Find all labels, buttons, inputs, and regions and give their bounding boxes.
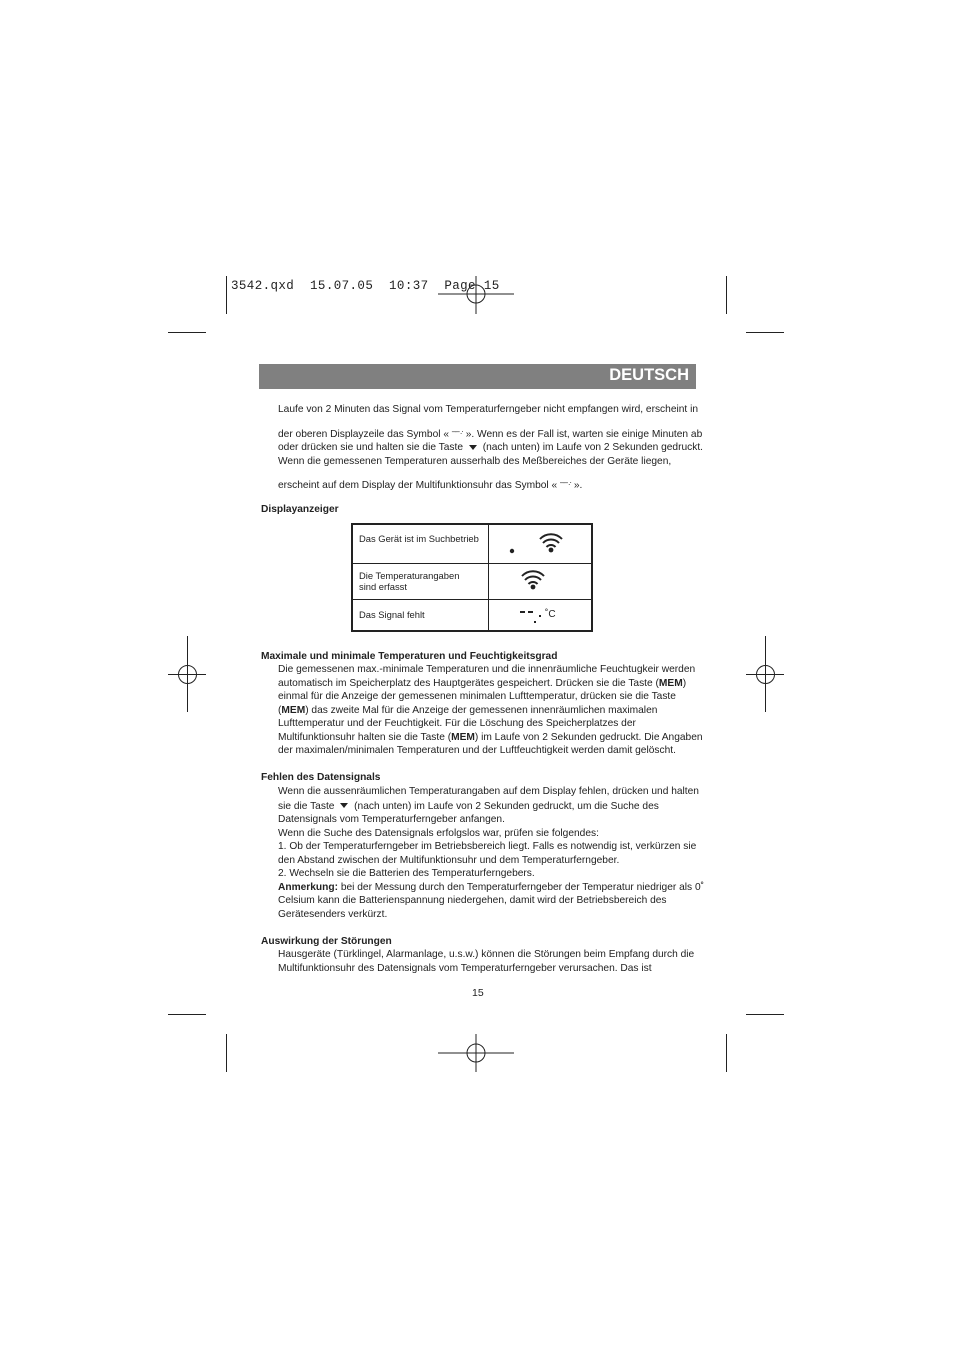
text-line: Die gemessenen max.-minimale Temperaturen und die innenräumliche Feuchtugkeir werden — [278, 664, 696, 675]
registration-mark-left-icon — [176, 663, 200, 687]
signal-lost-symbol-icon: ‒‒ .· — [560, 478, 572, 487]
text-line: Datensignals vom Temperaturferngeber anfangen. — [278, 814, 505, 825]
signal-search-icon — [495, 526, 585, 562]
text-line: Celsium kann die Batterienspannung niedergehen, damit wird der Betriebsbereich des — [278, 895, 667, 906]
text-line: der maximalen/minimalen Temperaturen und der Luftfeuchtigkeit werden damit gelöscht. — [278, 745, 676, 756]
text-line: (MEM) das zweite Mal für die Anzeige der gemessenen innenräumlichen maximalen — [278, 704, 658, 716]
table-cell-icon — [489, 563, 593, 599]
text-line: Hausgeräte (Türklingel, Alarmanlage, u.s.w.) können die Störungen beim Empfang durch die — [278, 949, 695, 960]
table-row — [352, 563, 592, 599]
display-symbols-table — [351, 523, 593, 632]
text-line: Gerätesenders verkürzt. — [278, 908, 388, 920]
table-cell-label: Das Signal fehlt — [352, 599, 489, 631]
text-line: den Abstand zwischen der Multifunktionsuhr und dem Temperaturferngeber. — [278, 854, 620, 866]
maxmin-paragraph — [278, 663, 703, 758]
table-row — [352, 524, 592, 563]
down-arrow-icon — [469, 445, 477, 450]
signal-section-title: Fehlen des Datensignals — [261, 772, 381, 783]
display-section-title: Displayanzeiger — [261, 504, 339, 515]
text-line: Multifunktionsuhr des Datensignals vom Temperaturferngeber verursachen. Das ist — [278, 962, 652, 974]
text-line: Wenn die gemessenen Temperaturen ausserhalb des Meßbereiches der Geräte liegen, — [278, 455, 672, 467]
text-line: 1. Ob der Temperaturferngeber im Betriebsbereich liegt. Falls es notwendig ist, verkürzen sie — [278, 841, 697, 852]
text-line: Lufttemperatur und der Feuchtigkeit. Für die Löschung des Speicherplatzes der — [278, 718, 636, 729]
signal-lost-symbol-icon: ‒‒ .· — [451, 426, 463, 436]
celsius-unit: ˚C — [545, 609, 556, 621]
text-line: sie die Taste (nach unten) im Laufe von 2 Sekunden gedruckt, um die Suche des — [278, 800, 659, 812]
intro-paragraph — [278, 403, 704, 493]
table-row — [352, 599, 592, 631]
table-cell-icon — [489, 599, 593, 631]
language-header-bar — [259, 364, 696, 389]
table-cell-label: Die Temperaturangaben sind erfasst — [352, 563, 489, 599]
language-title: DEUTSCH — [609, 366, 689, 384]
text-line: 2. Wechseln sie die Batterien des Temperaturferngebers. — [278, 868, 535, 879]
text-line: Laufe von 2 Minuten das Signal vom Temperaturferngeber nicht empfangen wird, erscheint in — [278, 404, 699, 415]
interference-paragraph — [278, 948, 698, 975]
text-line: der oberen Displayzeile das Symbol « ‒‒ .· ». Wenn es der Fall ist, warten sie einige Minuten ab — [278, 426, 703, 440]
table-cell-icon — [489, 524, 593, 563]
text-line: erscheint auf dem Display der Multifunktionsuhr das Symbol « ‒‒ .· ». — [278, 478, 583, 491]
text-line: Anmerkung: bei der Messung durch den Temperaturferngeber der Temperatur niedriger als 0˚ — [278, 881, 705, 893]
text-line: oder drücken sie und halten sie die Taste (nach unten) im Laufe von 2 Sekunden gedruckt. — [278, 442, 704, 453]
registration-mark-bottom-icon — [436, 1034, 516, 1074]
signal-received-icon — [495, 565, 585, 597]
table-cell-label: Das Gerät ist im Suchbetrieb — [352, 524, 489, 563]
print-slug: 3542.qxd 15.07.05 10:37 Page 15 — [231, 279, 500, 293]
text-line: automatisch im Speicherplatz des Hauptgerätes gespeichert. Drücken sie die Taste (MEM) — [278, 677, 687, 689]
signal-paragraph — [278, 785, 705, 921]
registration-mark-right-icon — [754, 663, 778, 687]
maxmin-section-title: Maximale und minimale Temperaturen und Feuchtigkeitsgrad — [261, 651, 558, 662]
text-line: Multifunktionsuhr halten sie die Taste (MEM) im Laufe von 2 Sekunden gedruckt. Die Angaben — [278, 731, 703, 743]
interference-section-title: Auswirkung der Störungen — [261, 936, 392, 947]
down-arrow-icon — [340, 803, 348, 808]
page-number: 15 — [472, 987, 484, 999]
text-line: einmal für die Anzeige der gemessenen minimalen Lufttemperatur, drücken sie die Taste — [278, 691, 676, 702]
text-line: Wenn die aussenräumlichen Temperaturangaben auf dem Display fehlen, drücken und halten — [278, 786, 699, 797]
text-line: Wenn die Suche des Datensignals erfolgslos war, prüfen sie folgendes: — [278, 827, 599, 839]
